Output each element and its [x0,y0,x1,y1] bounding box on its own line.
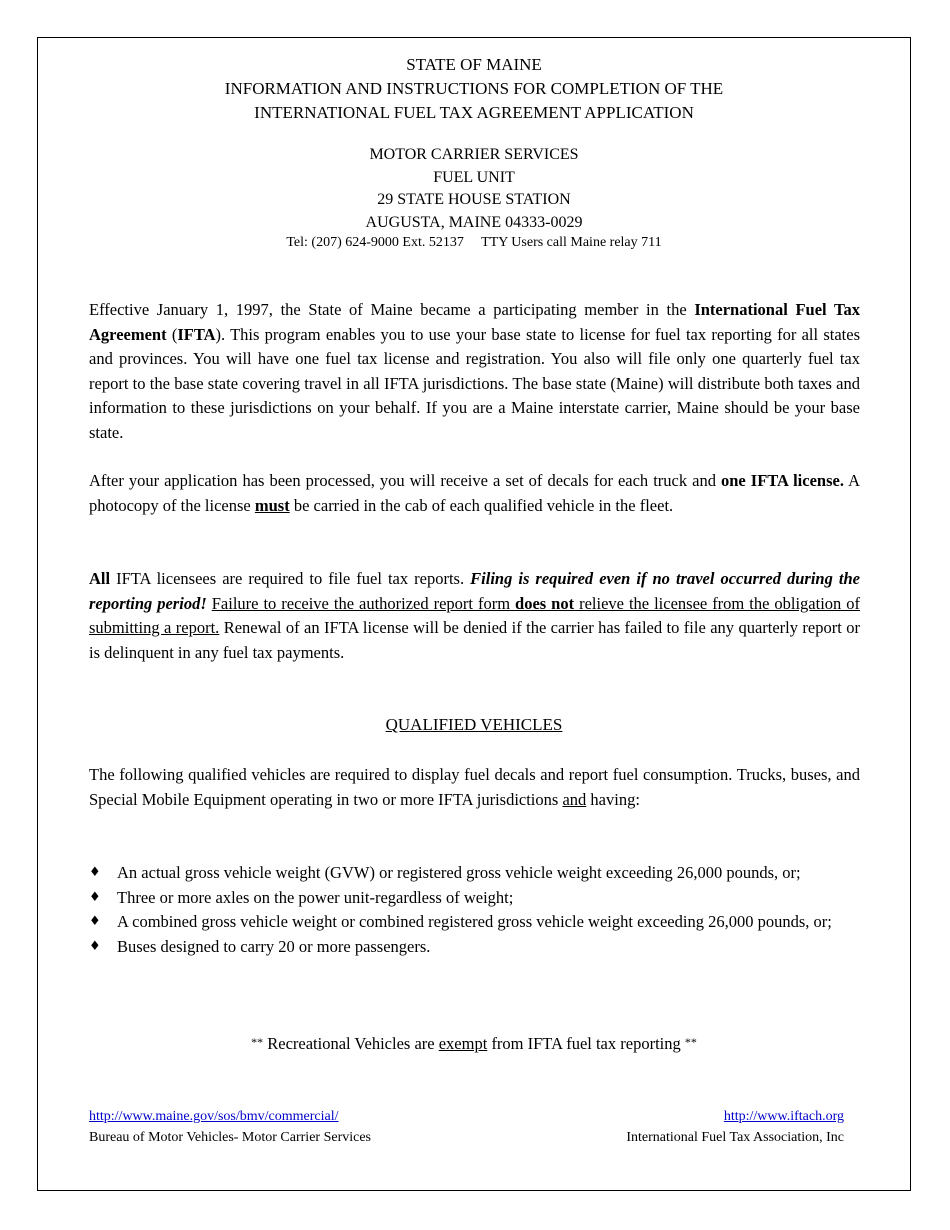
bmv-commercial-link[interactable]: http://www.maine.gov/sos/bmv/commercial/ [89,1109,339,1124]
diamond-bullet-icon: ♦ [89,938,101,954]
diamond-bullet-icon: ♦ [89,865,101,880]
rv-exempt-notice [38,1034,910,1054]
text: After your application has been processed, you will receive a set of decals for each truck and [89,471,721,490]
title-line-2: INFORMATION AND INSTRUCTIONS FOR COMPLETION OF THE [224,79,724,98]
text: IFTA licensees are required to file fuel tax reports. [110,569,471,588]
paragraph-qualified-intro [89,763,860,812]
ifta-association-label: International Fuel Tax Association, Inc [626,1130,844,1145]
asterisks: ** [251,1035,264,1049]
failure-notice: Failure to receive the authorized report form [211,593,516,613]
filing-required-notice: Filing is required even if no travel occurred during the reporting period! [89,569,860,613]
paragraph-filing-requirements [89,567,860,665]
address-line-4: AUGUSTA, MAINE 04333-0029 [365,213,583,231]
tty-relay: TTY Users call Maine relay 711 [481,235,662,250]
paragraph-ifta-intro [89,298,860,445]
text: The following qualified vehicles are required to display fuel decals and report fuel consumption. Trucks, buses, and Special Mobile Equipment operating in two or more IFTA jurisdictions [89,765,860,809]
failure-notice-end: relieve the licensee from the obligation of submitting a report. [89,593,861,637]
list-item [89,910,860,935]
text: from IFTA fuel tax reporting [487,1034,685,1053]
must-emphasis: must [254,495,290,515]
telephone: Tel: (207) 624-9000 Ext. 52137 [286,235,464,250]
text: Effective January 1, 1997, the State of Maine became a participating member in the [89,300,695,319]
text: A photocopy of the license [89,471,860,515]
text: Renewal of an IFTA license will be denied if the carrier has failed to file any quarterly report or is delinquent in any fuel tax payments. [89,618,860,662]
text: having: [586,789,640,809]
address-line-3: 29 STATE HOUSE STATION [377,191,571,208]
text: Recreational Vehicles are [263,1034,439,1053]
exempt-emphasis: exempt [438,1034,488,1053]
diamond-bullet-icon: ♦ [89,914,101,929]
page-frame [37,37,911,1191]
all-emphasis: All [89,569,111,588]
title-line-3: INTERNATIONAL FUEL TAX AGREEMENT APPLICATION [254,103,694,122]
office-address [38,144,910,234]
section-heading-qualified-vehicles: QUALIFIED VEHICLES [385,715,563,734]
list-item [89,935,860,960]
address-line-2: FUEL UNIT [433,168,515,186]
list-item-text: A combined gross vehicle weight or combined registered gross vehicle weight exceeding 26,000 pounds, or; [117,912,832,931]
one-license: one IFTA license. [721,471,844,490]
footer-bmv [89,1106,371,1148]
document-title [38,53,910,125]
text: be carried in the cab of each qualified vehicle in the fleet. [289,495,674,515]
text: ). This program enables you to use your base state to license for fuel tax reporting for all states and provinces. You will have one fuel tax license and registration. You also will file only one quarterly fuel tax report to the base state covering travel in all IFTA jurisdictions. The base state (Maine) will distribute both taxes and information to these jurisdictions on your behalf. If you are a Maine interstate carrier, Maine should be your base state. [89,324,860,442]
paragraph-decals-license [89,469,860,518]
title-line-1: STATE OF MAINE [406,55,542,74]
qualified-vehicle-list [89,861,860,959]
list-item [89,886,860,911]
ifta-name: International Fuel Tax Agreement [89,300,860,344]
list-item [89,861,860,886]
asterisks: ** [684,1035,697,1049]
contact-line [38,234,910,252]
list-item-text: Three or more axles on the power unit-regardless of weight; [117,887,514,907]
address-line-1: MOTOR CARRIER SERVICES [369,146,579,163]
diamond-bullet-icon: ♦ [89,889,101,905]
iftach-link[interactable]: http://www.iftach.org [723,1109,844,1124]
list-item-text: An actual gross vehicle weight (GVW) or registered gross vehicle weight exceeding 26,000 pounds, or; [117,863,801,882]
ifta-acronym: IFTA [177,324,216,344]
footer-ifta [626,1106,844,1148]
does-not-emphasis: does not [515,593,575,613]
and-emphasis: and [562,789,587,809]
bmv-label: Bureau of Motor Vehicles- Motor Carrier Services [89,1130,371,1145]
text: ( [166,324,178,344]
list-item-text: Buses designed to carry 20 or more passengers. [117,936,431,956]
